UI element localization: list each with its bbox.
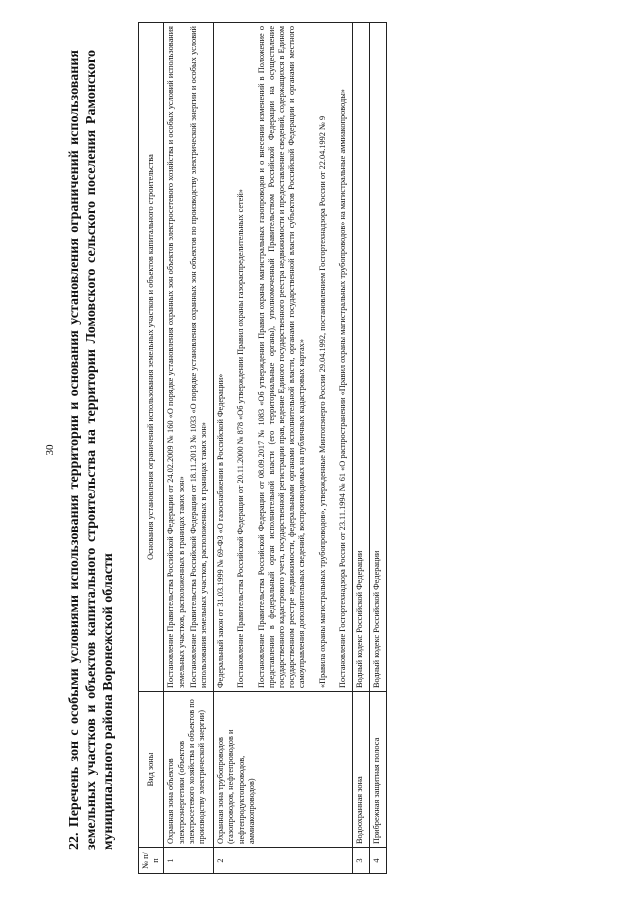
row-zone-type: Охранная зона объектов электроэнергетики (объектов электросетевого хозяйства и объектов по производству электрической энергии) (164, 692, 214, 848)
basis-paragraph: Водный кодекс Российской Федерации (372, 550, 382, 688)
basis-paragraph: Постановление Правительства Российской Федерации от 18.11.2013 № 1033 «О порядке установления охранных зон объектов по производству электрической энергии и особых условий использования земельных участков, расположенных в границах таких зон» (188, 26, 209, 688)
row-num: 1 (164, 848, 214, 874)
page-number: 30 (44, 444, 56, 456)
header-zone-type: Вид зоны (139, 692, 164, 848)
table-row (370, 23, 387, 874)
document-title: 22. Перечень зон с особыми условиями использования территории и основания установления ограничений использования земельных участков и объектов капитального строительства на территории Ломовского сельского поселения Рамонского муниципального района Воронежской области (67, 50, 116, 850)
row-num: 2 (214, 848, 353, 874)
basis-paragraph: Постановление Правительства Российской Федерации от 08.09.2017 № 1083 «Об утверждении Правил охраны магистральных газопроводов и о внесении изменений в Положение о представлении в федеральный орган исполнительной власти (его территориальные органы), уполномоченный Правительством Российской Федерации на осуществление государственного кадастрового учета, государственной регистрации прав, ведение Единого государственного реестра недвижимости и предоставление сведений, содержащихся в Едином государственном реестре недвижимости, федеральными органами исполнительной власти, органами государственной власти субъектов Российской Федерации и органами местного самоуправления дополнительных сведений, воспроизводимых на публичных кадастровых картах» (256, 26, 307, 688)
basis-paragraph: Постановление Правительства Российской Федерации от 24.02.2009 № 160 «О порядке установления охранных зон объектов электросетевого хозяйства и особых условий использования земельных участков, расположенных в границах таких зон» (166, 26, 186, 688)
header-num: № п/п (139, 848, 164, 874)
zones-table (138, 22, 387, 874)
table-header-row (139, 23, 164, 874)
table-row (164, 23, 214, 874)
basis-paragraph: Федеральный закон от 31.03.1999 № 69-ФЗ «О газоснабжении в Российской Федерации» (216, 373, 226, 688)
table-row (353, 23, 370, 874)
table-row (214, 23, 353, 874)
rotated-landscape-sheet (40, 20, 600, 880)
row-zone-type: Прибрежная защитная полоса (370, 692, 387, 848)
row-basis (370, 23, 387, 692)
row-zone-type: Водоохранная зона (353, 692, 370, 848)
basis-paragraph: Водный кодекс Российской Федерации (355, 550, 365, 688)
row-basis (353, 23, 370, 692)
row-basis (164, 23, 214, 692)
basis-paragraph: «Правила охраны магистральных трубопроводов», утвержденные Минтопэнерго России 29.04.1992, постановлением Госгортехнадзора России от 22.04.1992 № 9 (317, 115, 327, 688)
row-zone-type: Охранная зона трубопроводов (газопроводов, нефтепроводов и нефтепродуктопроводов, аммиакопроводов) (214, 692, 353, 848)
row-num: 3 (353, 848, 370, 874)
header-basis: Основания установления ограничений использования земельных участков и объектов капитального строительства (139, 23, 164, 692)
basis-paragraph: Постановление Госгортехнадзора России от 23.11.1994 № 61 «О распространении «Правил охраны магистральных трубопроводов» на магистральные аммиакопроводы» (337, 89, 347, 688)
row-num: 4 (370, 848, 387, 874)
row-basis (214, 23, 353, 692)
basis-paragraph: Постановление Правительства Российской Федерации от 20.11.2000 № 878 «Об утверждении Правил охраны газораспределительных сетей» (236, 189, 246, 688)
